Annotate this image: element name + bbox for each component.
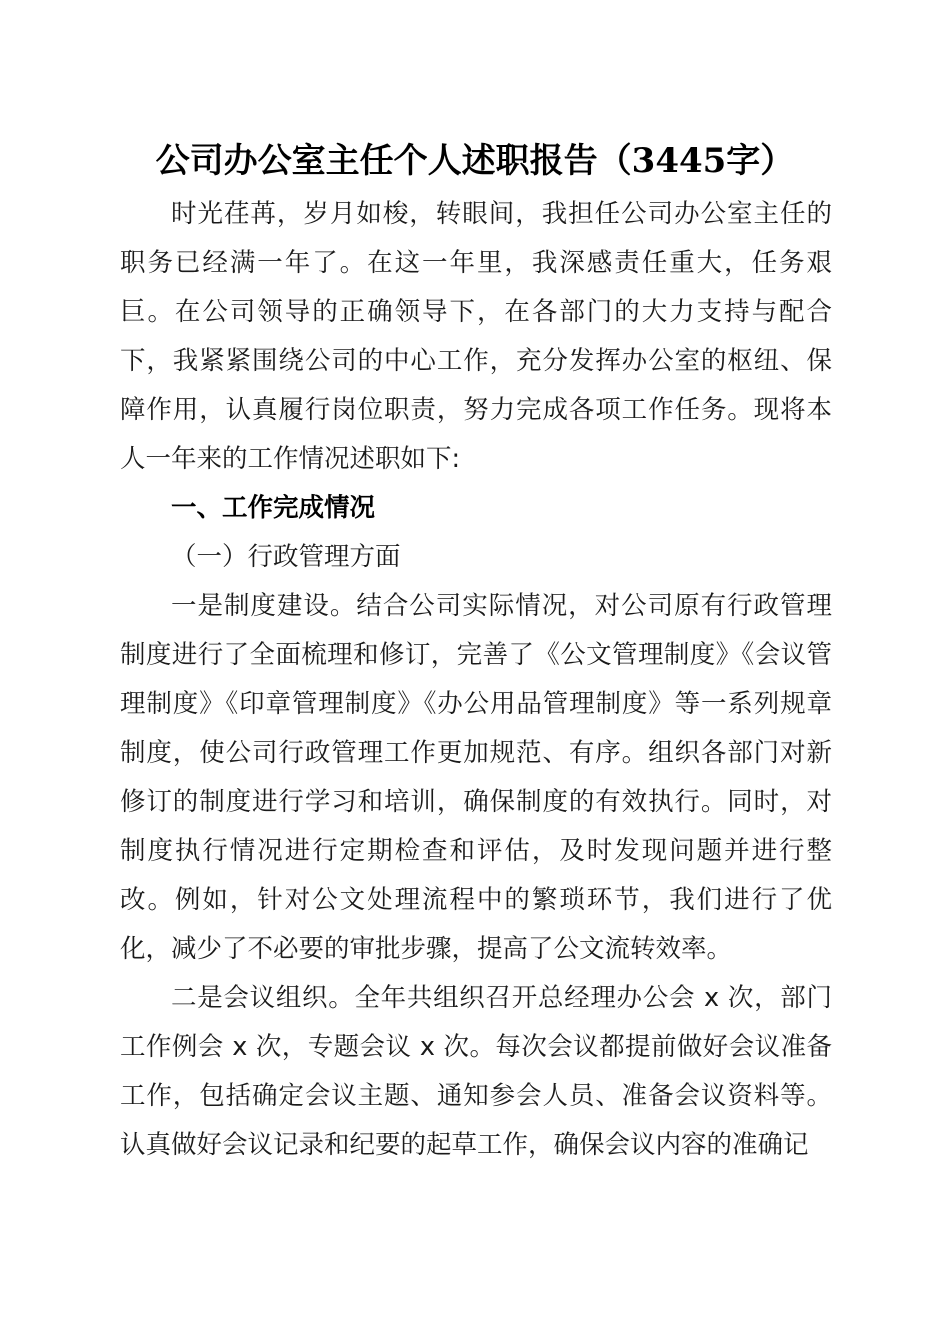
body-paragraph: 二是会议组织。全年共组织召开总经理办公会 x 次，部门工作例会 x 次，专题会议 x 次。每次会议都提前做好会议准备工作，包括确定会议主题、通知参会人员、准备会议资料等。认真做好会议记录和纪要的起草工作，确保会议内容的准确记 — [120, 983, 832, 1160]
intro-paragraph: 时光荏苒，岁月如梭，转眼间，我担任公司办公室主任的职务已经满一年了。在这一年里，我深感责任重大，任务艰巨。在公司领导的正确领导下，在各部门的大力支持与配合下，我紧紧围绕公司的中心工作，充分发挥办公室的枢纽、保障作用，认真履行岗位职责，努力完成各项工作任务。现将本人一年来的工作情况述职如下: — [120, 199, 832, 474]
body-paragraph: 一是制度建设。结合公司实际情况，对公司原有行政管理制度进行了全面梳理和修订，完善了《公文管理制度》《会议管理制度》《印章管理制度》《办公用品管理制度》等一系列规章制度，使公司行政管理工作更加规范、有序。组织各部门对新修订的制度进行学习和培训，确保制度的有效执行。同时，对制度执行情况进行定期检查和评估，及时发现问题并进行整改。例如，针对公文处理流程中的繁琐环节，我们进行了优化，减少了不必要的审批步骤，提高了公文流转效率。 — [120, 591, 832, 964]
document-body — [120, 190, 832, 1170]
section-heading: 一、工作完成情况 — [171, 493, 376, 523]
subsection-heading: （一）行政管理方面 — [171, 542, 401, 572]
document-title: 公司办公室主任个人述职报告（3445字） — [155, 141, 795, 181]
